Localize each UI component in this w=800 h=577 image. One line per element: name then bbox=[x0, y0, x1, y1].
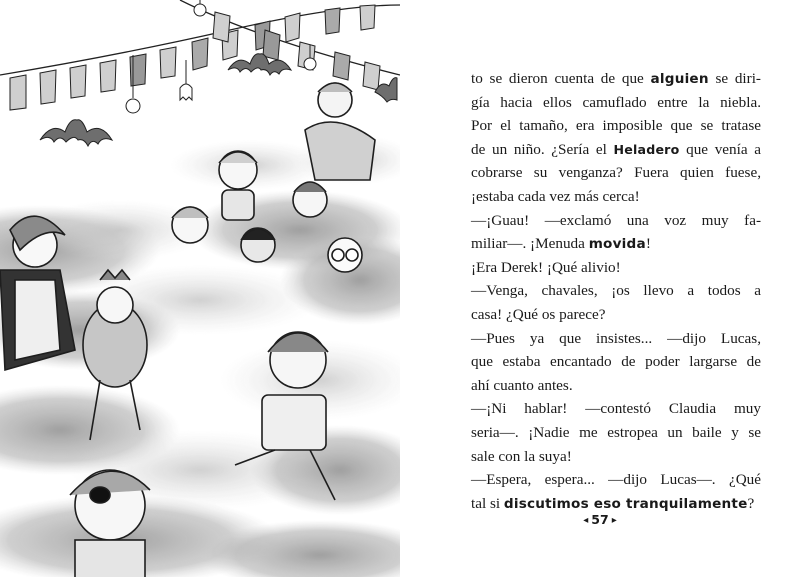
text-run: seria—. ¡Nadie me estropea un baile y se bbox=[471, 423, 761, 441]
text-run: tal si bbox=[471, 494, 504, 512]
text-line bbox=[471, 397, 761, 421]
emphasized-text: discutimos eso tranquilamente bbox=[503, 495, 748, 512]
text-run: que venía a bbox=[679, 140, 761, 158]
text-run: se diri- bbox=[708, 70, 761, 87]
text-run: —¡Guau! —exclamó una voz muy fa- bbox=[471, 211, 761, 229]
text-line bbox=[471, 374, 761, 398]
text-line bbox=[471, 232, 761, 256]
text-run: cobrarse su venganza? Fuera quien fuese, bbox=[471, 164, 761, 182]
text-page bbox=[400, 0, 800, 577]
text-run: ¡Era Derek! ¡Qué alivio! bbox=[471, 258, 621, 276]
text-line bbox=[471, 421, 761, 445]
page-number bbox=[400, 512, 800, 527]
fog bbox=[0, 135, 400, 577]
text-run: to se dieron cuenta de que bbox=[471, 70, 651, 87]
text-run: ? bbox=[747, 494, 755, 512]
text-run: ahí cuanto antes. bbox=[471, 376, 573, 394]
text-line bbox=[471, 67, 761, 91]
folio-ornament-left-icon: ◂ bbox=[583, 515, 589, 526]
text-run: —Pues ya que insistes... —dijo Lucas, bbox=[471, 329, 761, 347]
text-line bbox=[471, 256, 761, 280]
text-line bbox=[471, 185, 761, 209]
text-run: —¡Ni hablar! —contestó Claudia muy bbox=[471, 400, 761, 418]
text-run: de un niño. ¿Sería el bbox=[471, 140, 614, 158]
text-line bbox=[471, 327, 761, 351]
text-run: —Venga, chavales, ¡os llevo a todos a bbox=[471, 282, 761, 300]
emphasized-text: Heladero bbox=[613, 141, 680, 157]
text-line bbox=[471, 114, 761, 138]
text-run: miliar—. ¡Menuda bbox=[471, 235, 589, 253]
emphasized-text: alguien bbox=[650, 71, 709, 87]
text-line bbox=[471, 445, 761, 469]
text-run: sale con la suya! bbox=[471, 447, 572, 465]
text-run: ! bbox=[645, 235, 651, 253]
text-run: casa! ¿Qué os parece? bbox=[471, 305, 606, 323]
text-line bbox=[471, 91, 761, 115]
text-run: gía hacia ellos camuflado entre la niebla. bbox=[471, 93, 761, 111]
text-line bbox=[471, 161, 761, 185]
text-line bbox=[471, 468, 761, 492]
text-run: —Espera, espera... —dijo Lucas—. ¿Qué bbox=[471, 471, 761, 489]
text-line bbox=[471, 303, 761, 327]
emphasized-text: movida bbox=[588, 236, 646, 253]
text-line bbox=[471, 209, 761, 233]
text-run: que estaba encantado de poder largarse de bbox=[471, 353, 761, 371]
text-line bbox=[471, 138, 761, 162]
text-line bbox=[471, 350, 761, 374]
text-run: Por el tamaño, era imposible que se tratase bbox=[471, 117, 761, 135]
text-run: ¡estaba cada vez más cerca! bbox=[471, 187, 640, 205]
page-number-value: 57 bbox=[591, 512, 609, 527]
folio-ornament-right-icon: ▸ bbox=[611, 515, 617, 526]
body-text bbox=[471, 67, 761, 515]
text-line bbox=[471, 279, 761, 303]
